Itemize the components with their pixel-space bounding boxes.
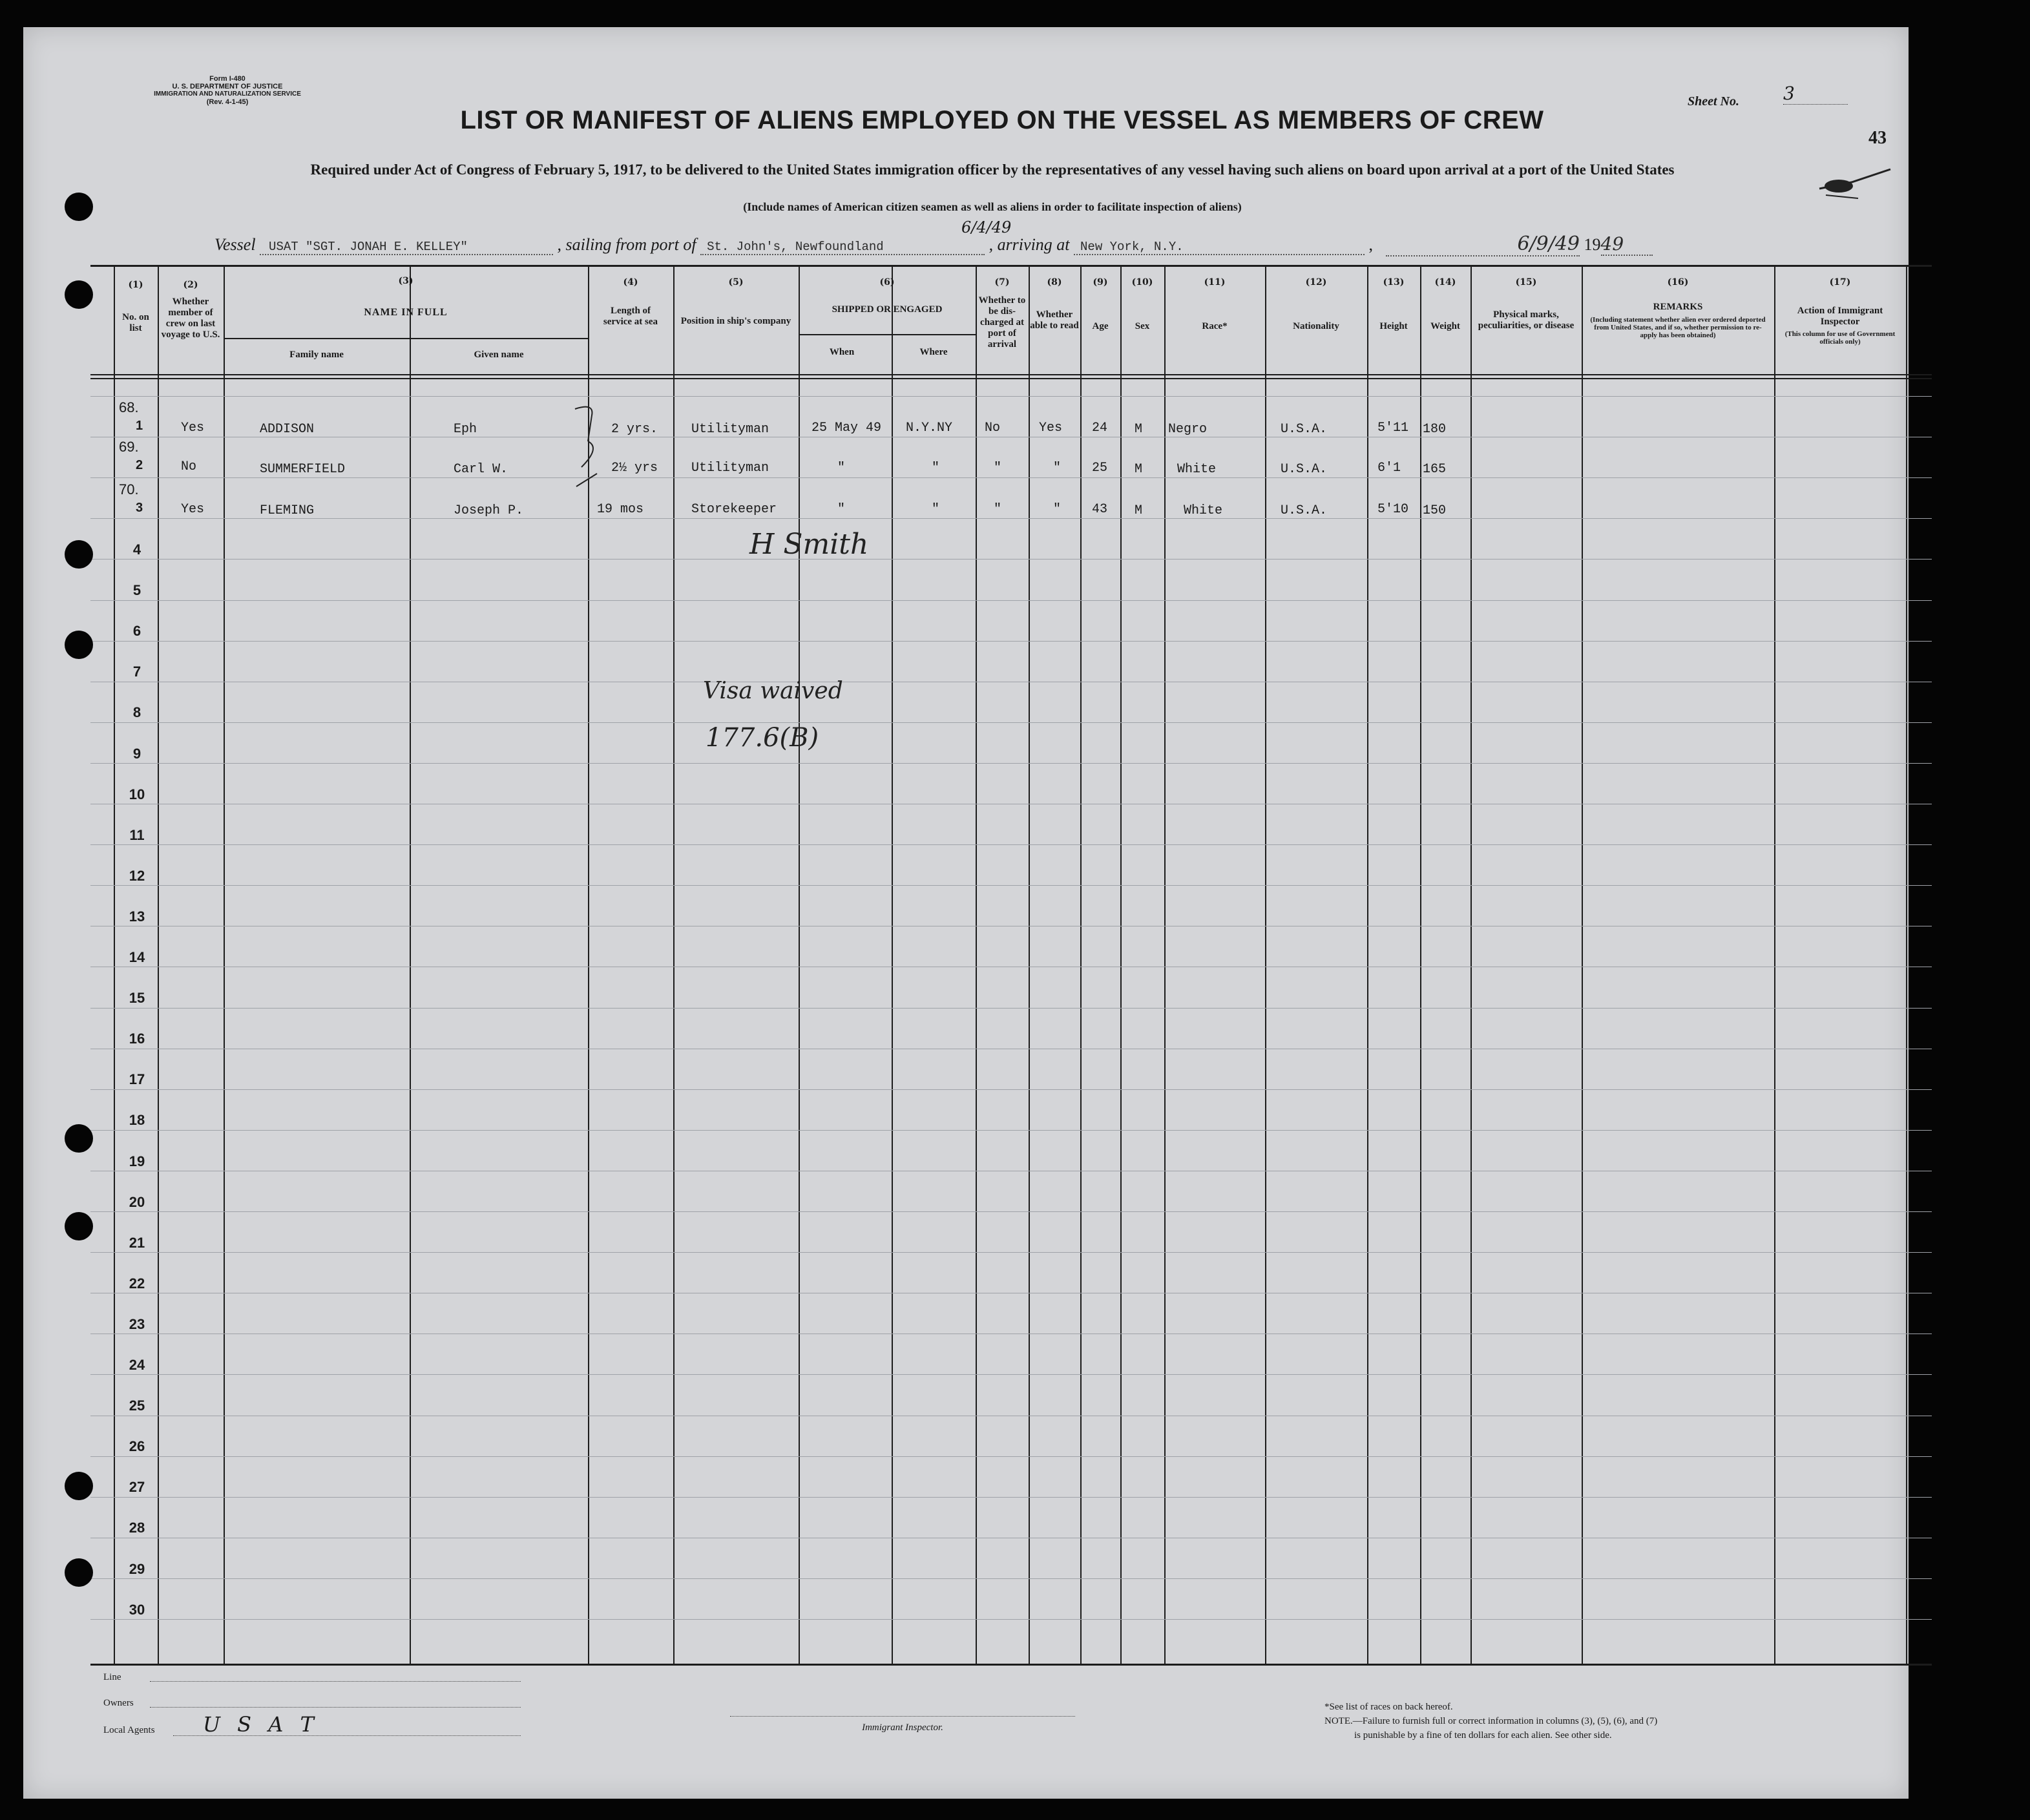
ruled-line: [90, 1089, 1932, 1090]
punch-hole: [65, 1558, 93, 1587]
row-number: 8: [132, 704, 141, 721]
age: 43: [1092, 502, 1108, 517]
penalty-note-1: NOTE.—Failure to furnish full or correct information in columns (3), (5), (6), and (7): [1324, 1716, 1658, 1726]
col7-header: Whether to be dis-charged at port of arrival: [978, 295, 1026, 350]
row-number: 30: [129, 1601, 145, 1618]
shipped-when: 25 May 49: [811, 421, 882, 435]
shipped-when: ": [837, 461, 846, 476]
races-note: *See list of races on back hereof.: [1324, 1702, 1453, 1712]
given-name: Carl W.: [454, 462, 508, 477]
nationality: U.S.A.: [1281, 503, 1328, 518]
row-mark: 1: [136, 419, 143, 433]
discharged: ": [994, 502, 1002, 517]
ruled-line: [90, 1619, 1932, 1620]
col17-header: Action of Immigrant Inspector: [1797, 306, 1883, 327]
include-instruction: (Include names of American citizen seamen as well as aliens in order to facilitate inspection of aliens): [743, 200, 1242, 213]
local-agents-value: U S A T: [203, 1712, 319, 1737]
row-number: 15: [129, 990, 145, 1007]
service-length: 19 mos: [597, 502, 644, 517]
col1-number: (1): [128, 280, 143, 290]
weight: 180: [1423, 422, 1447, 437]
row-number: 25: [129, 1397, 145, 1414]
ruled-line: [90, 1456, 1932, 1457]
vessel-line: Vessel USAT "SGT. JONAH E. KELLEY" , sailing from port of St. John's, Newfoundland , arriving at New York, N.Y. , 6/9/49 1949: [215, 233, 1653, 256]
footer-line-label: Line: [103, 1672, 121, 1682]
shipped-when: ": [837, 502, 846, 517]
given-name: Eph: [454, 422, 477, 437]
ruled-line: [90, 722, 1932, 723]
col8-number: (8): [1047, 277, 1062, 288]
row-number: 7: [132, 664, 141, 680]
ruled-line: [90, 559, 1932, 560]
col16-subheader: (Including statement whether alien ever ordered deported from United States, and if so, whether permission to re-apply has been obtained): [1590, 316, 1766, 339]
last-voyage: Yes: [181, 421, 205, 435]
legal-requirement-text: Required under Act of Congress of February 5, 1917, to be delivered to the United States immigration officer by the representatives of any vessel having such aliens on board upon arrival at a port of the United States: [310, 162, 1675, 178]
col2-header: Whether member of crew on last voyage to U.S.: [161, 297, 220, 340]
ruled-line: [90, 396, 1932, 397]
shipped-where: ": [932, 502, 940, 517]
row-number: 5: [132, 582, 141, 599]
position: Utilityman: [691, 461, 769, 476]
height: 6'1: [1377, 461, 1401, 476]
ruled-line: [90, 518, 1932, 519]
form-identification: [105, 75, 350, 106]
vessel-name: USAT "SGT. JONAH E. KELLEY": [260, 240, 553, 255]
footer-agents-label: Local Agents: [103, 1725, 155, 1735]
col16-number: (16): [1667, 277, 1689, 288]
col4-number: (4): [623, 277, 638, 288]
col14-header: Weight: [1430, 321, 1460, 331]
given-name: Joseph P.: [454, 503, 524, 518]
list-number: 68.: [119, 399, 139, 415]
row-number: 26: [129, 1438, 145, 1455]
col9-header: Age: [1092, 321, 1109, 331]
col12-number: (12): [1305, 277, 1327, 288]
nationality: U.S.A.: [1281, 422, 1328, 437]
col10-header: Sex: [1135, 321, 1150, 331]
col16-header: REMARKS: [1653, 302, 1703, 312]
col6-header: SHIPPED OR ENGAGED: [832, 304, 943, 315]
ruled-line: [90, 1252, 1932, 1253]
col3b-header: Given name: [474, 350, 524, 360]
age: 25: [1092, 461, 1108, 476]
manifest-page: [23, 27, 1909, 1799]
punch-hole: [65, 280, 93, 309]
col17-subheader: (This column for use of Government officials only): [1784, 330, 1896, 346]
row-number: 4: [132, 541, 141, 558]
col4-header: Length of service at sea: [603, 306, 658, 327]
race: White: [1177, 462, 1217, 477]
row-number: 27: [129, 1479, 145, 1496]
family-name: ADDISON: [260, 422, 315, 437]
col1-header: No. on list: [122, 312, 149, 333]
row-mark: 3: [136, 501, 143, 515]
weight: 165: [1423, 462, 1447, 477]
col6b-header: Where: [919, 347, 948, 357]
col6a-header: When: [829, 347, 855, 357]
sailing-label: , sailing from port of: [557, 235, 696, 254]
sex: M: [1135, 462, 1143, 477]
ruled-line: [90, 1211, 1932, 1212]
nationality: U.S.A.: [1281, 462, 1328, 477]
arrival-date: 6/9/49: [1386, 233, 1580, 256]
col10-number: (10): [1131, 277, 1153, 288]
last-voyage: Yes: [181, 502, 205, 517]
year-value: 49: [1601, 233, 1653, 256]
col3a-header: Family name: [289, 350, 344, 360]
height: 5'11: [1377, 421, 1409, 435]
row-number: 29: [129, 1560, 145, 1577]
row-number: 24: [129, 1357, 145, 1373]
form-title: LIST OR MANIFEST OF ALIENS EMPLOYED ON THE VESSEL AS MEMBERS OF CREW: [460, 106, 1544, 134]
row-number: 23: [129, 1315, 145, 1332]
ruled-line: [90, 1008, 1932, 1009]
col7-number: (7): [994, 277, 1010, 288]
department-line: U. S. DEPARTMENT OF JUSTICE: [172, 83, 283, 90]
immigrant-inspector-label: Immigrant Inspector.: [862, 1722, 943, 1733]
shipped-where: ": [932, 461, 940, 476]
last-voyage: No: [181, 459, 197, 474]
col15-number: (15): [1515, 277, 1537, 288]
row-number: 11: [129, 826, 145, 843]
able-to-read: Yes: [1039, 421, 1063, 435]
punch-hole: [65, 540, 93, 569]
col12-header: Nationality: [1293, 321, 1339, 331]
service-length: 2 yrs.: [611, 422, 658, 437]
list-number: 69.: [119, 439, 139, 455]
year-label: 19: [1584, 235, 1601, 254]
handwritten-signature: H Smith: [749, 528, 869, 561]
row-number: 19: [129, 1153, 145, 1169]
shipped-where: N.Y.NY: [906, 421, 953, 435]
ruled-line: [90, 763, 1932, 764]
position: Utilityman: [691, 422, 769, 437]
col5-header: Position in ship's company: [680, 316, 791, 326]
row-number: 12: [129, 867, 145, 884]
col8-header: Whether able to read: [1030, 309, 1079, 331]
race: White: [1184, 503, 1223, 518]
footer-owners-label: Owners: [103, 1698, 134, 1708]
punch-hole: [65, 1124, 93, 1153]
row-number: 6: [132, 623, 141, 640]
family-name: FLEMING: [260, 503, 315, 518]
row-number: 16: [129, 1030, 145, 1047]
row-number: 21: [129, 1234, 145, 1251]
sailing-date: 6/4/49: [961, 218, 1012, 236]
sailing-port: St. John's, Newfoundland: [700, 240, 985, 255]
ruled-line: [90, 641, 1932, 642]
col14-number: (14): [1434, 277, 1456, 288]
col15-header: Physical marks, peculiarities, or disease: [1478, 309, 1575, 331]
able-to-read: ": [1053, 461, 1062, 476]
row-number: 18: [129, 1112, 145, 1129]
row-number: 22: [129, 1275, 145, 1292]
sheet-label: Sheet No.: [1688, 94, 1739, 109]
ruled-line: [90, 1497, 1932, 1498]
able-to-read: ": [1053, 502, 1062, 517]
row-number: 17: [129, 1071, 145, 1088]
age: 24: [1092, 421, 1108, 435]
ruled-line: [90, 477, 1932, 478]
punch-hole: [65, 193, 93, 221]
form-number: Form I-480: [209, 75, 246, 83]
visa-regulation-note: 177.6(B): [706, 723, 819, 753]
height: 5'10: [1377, 502, 1409, 517]
discharged: No: [985, 421, 1001, 435]
race: Negro: [1168, 422, 1208, 437]
punch-hole: [65, 1212, 93, 1240]
col2-number: (2): [183, 280, 198, 290]
col11-number: (11): [1204, 277, 1226, 288]
row-number: 10: [129, 786, 145, 802]
punch-hole: [65, 631, 93, 659]
list-number: 70.: [119, 481, 139, 497]
vessel-label: Vessel: [215, 235, 256, 254]
page-number: 43: [1868, 128, 1887, 148]
row-number: 28: [129, 1520, 145, 1536]
ruled-line: [90, 1130, 1932, 1131]
service-length: 2½ yrs: [611, 461, 658, 476]
discharged: ": [994, 461, 1002, 476]
row-number: 9: [132, 745, 141, 762]
col5-number: (5): [728, 277, 744, 288]
col3-number: (3): [398, 276, 413, 286]
arriving-label: , arriving at: [989, 235, 1070, 254]
visa-waived-note: Visa waived: [703, 678, 843, 704]
sex: M: [1135, 503, 1143, 518]
punch-hole: [65, 1472, 93, 1500]
ruled-line: [90, 844, 1932, 845]
manifest-table: [90, 265, 1932, 1666]
family-name: SUMMERFIELD: [260, 462, 346, 477]
row-number: 20: [129, 1193, 145, 1210]
ruled-line: [90, 885, 1932, 886]
position: Storekeeper: [691, 502, 777, 517]
arriving-port: New York, N.Y.: [1074, 240, 1365, 255]
ruled-line: [90, 600, 1932, 601]
form-revision: (Rev. 4-1-45): [206, 98, 249, 106]
col17-number: (17): [1829, 277, 1851, 288]
ruled-line: [90, 1578, 1932, 1579]
col11-header: Race*: [1202, 321, 1228, 331]
col13-number: (13): [1383, 277, 1405, 288]
row-number: 13: [129, 908, 145, 925]
col9-number: (9): [1093, 277, 1108, 288]
handwritten-bracket-marks: [569, 403, 607, 506]
row-number: 14: [129, 949, 145, 965]
col3-header: NAME IN FULL: [364, 307, 448, 318]
service-line: IMMIGRATION AND NATURALIZATION SERVICE: [154, 90, 301, 98]
weight: 150: [1423, 503, 1447, 518]
col13-header: Height: [1379, 321, 1408, 331]
ruled-line: [90, 1374, 1932, 1375]
sheet-number: 3: [1783, 83, 1848, 105]
row-mark: 2: [136, 458, 143, 472]
penalty-note-2: is punishable by a fine of ten dollars for each alien. See other side.: [1354, 1730, 1612, 1741]
col6-number: (6): [879, 277, 895, 288]
sex: M: [1135, 422, 1143, 437]
